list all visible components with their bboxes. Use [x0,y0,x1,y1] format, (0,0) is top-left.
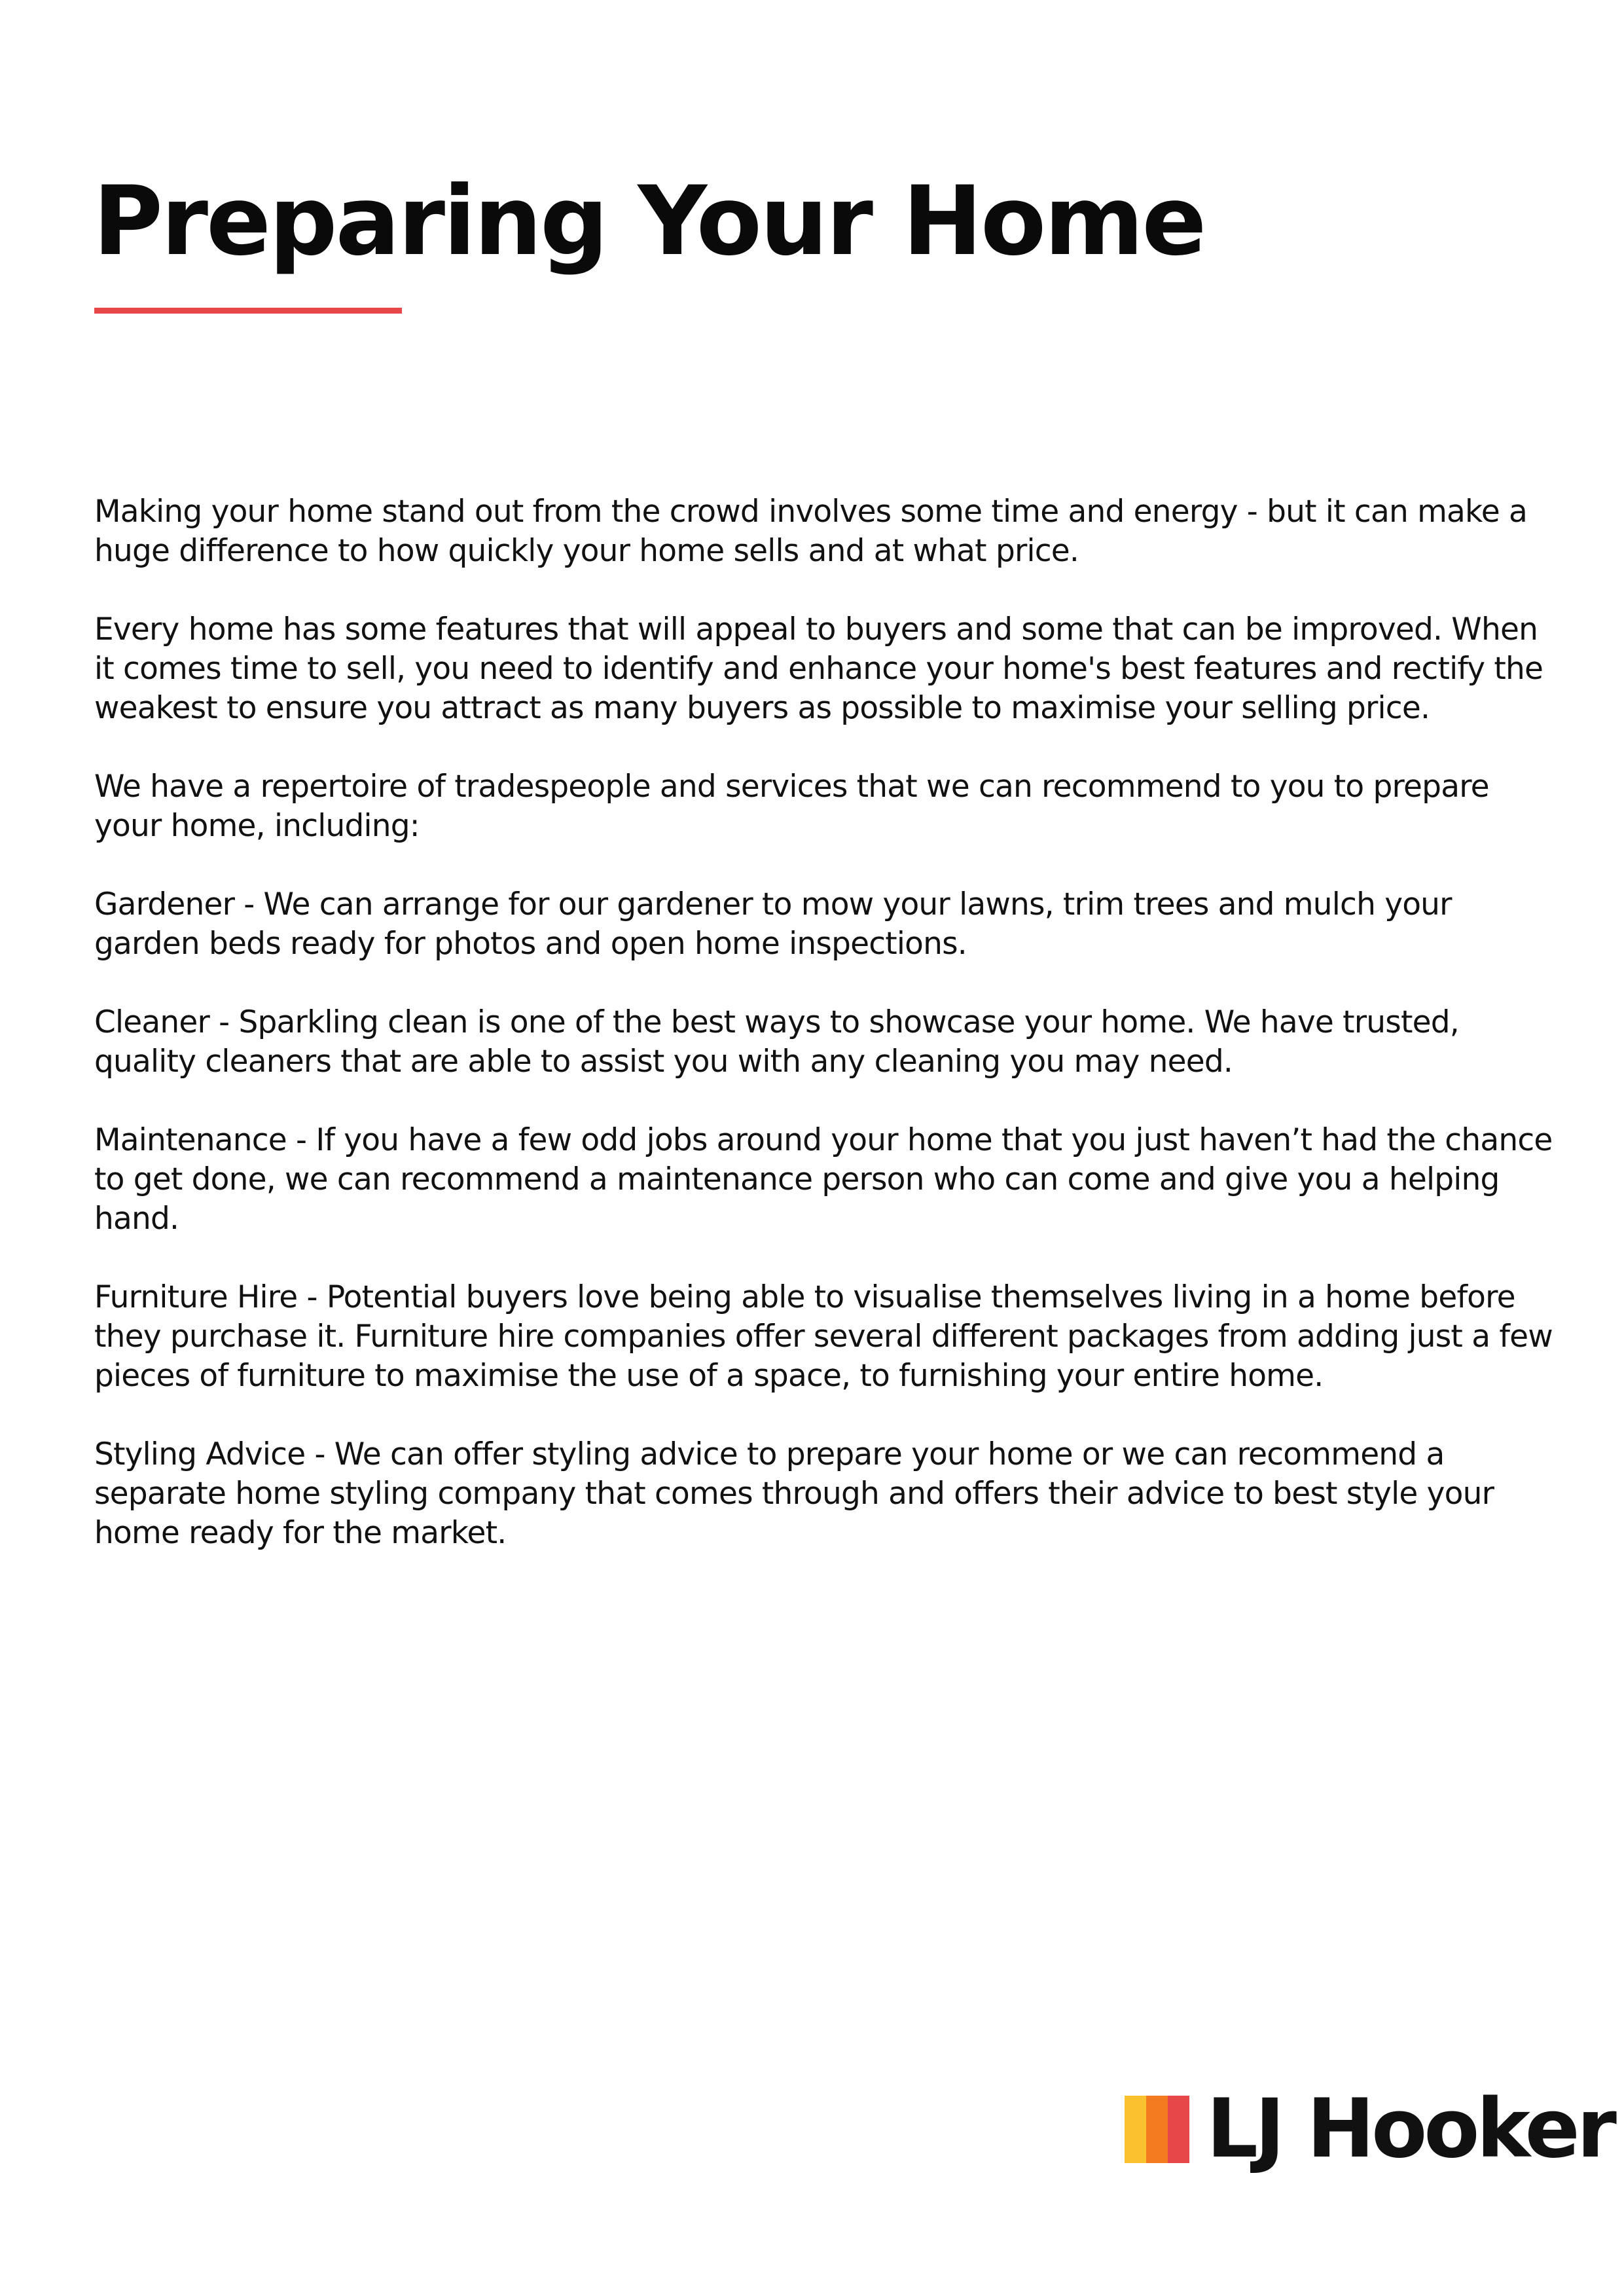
intro-paragraph-1: Making your home stand out from the crowd involves some time and energy - but it can make a huge difference to how quickly your home sells and at what price. [94,494,1528,569]
service-cleaner [94,1003,1554,1082]
logo-stripe-red [1168,2096,1189,2163]
service-description: - Sparkling clean is one of the best ways to showcase your home. We have trusted, quality cleaners that are able to assist you with any cleaning you may need. [94,1004,1459,1080]
logo-stripe-orange [1146,2096,1168,2163]
service-furniture-hire [94,1278,1554,1396]
service-name: Furniture Hire [94,1279,298,1315]
lj-hooker-stripes-icon [1125,2096,1189,2163]
intro-paragraph-3: We have a repertoire of tradespeople and services that we can recommend to you to prepare your home, including: [94,769,1489,844]
service-name: Cleaner [94,1004,210,1040]
service-description: - We can arrange for our gardener to mow your lawns, trim trees and mulch your garden beds ready for photos and open home inspections. [94,886,1452,962]
service-maintenance [94,1121,1554,1239]
service-gardener [94,885,1554,964]
logo-stripe-yellow [1125,2096,1146,2163]
intro-paragraph-2: Every home has some features that will appeal to buyers and some that can be improved. When it comes time to sell, you need to identify and enhance your home's best features and rectify the weakest to ensure you attract as many buyers as possible to maximise your selling price. [94,611,1543,726]
page-title: Preparing Your Home [93,166,1205,277]
lj-hooker-logo [1125,2082,1614,2176]
logo-wordmark: LJ Hooker [1206,2082,1614,2176]
service-name: Gardener [94,886,235,922]
title-underline [94,308,402,314]
service-name: Maintenance [94,1122,287,1158]
service-name: Styling Advice [94,1436,306,1472]
body-text [94,492,1554,1592]
service-description: - We can offer styling advice to prepare your home or we can recommend a separate home styling company that comes through and offers their advice to best style your home ready for the market. [94,1436,1494,1551]
service-description: - If you have a few odd jobs around your home that you just haven’t had the chance to get done, we can recommend a maintenance person who can come and give you a helping hand. [94,1122,1553,1237]
service-description: - Potential buyers love being able to visualise themselves living in a home before they purchase it. Furniture hire companies offer several different packages from adding just a few pieces of furniture to maximise the use of a space, to furnishing your entire home. [94,1279,1553,1394]
service-styling-advice [94,1435,1554,1553]
